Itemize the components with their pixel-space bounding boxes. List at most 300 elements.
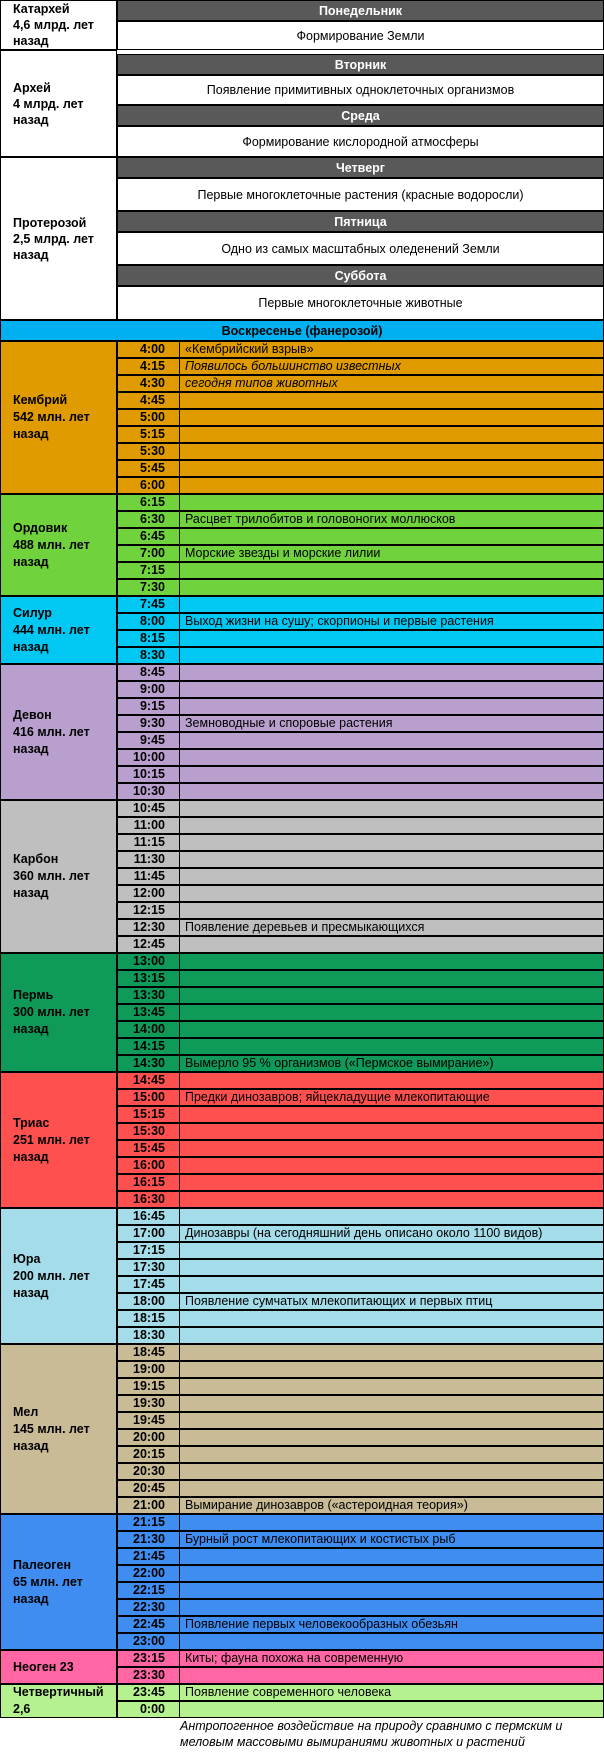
time-cell: 23:15 (118, 1651, 180, 1666)
event-cell: Расцвет трилобитов и головоногих моллюсков (185, 512, 456, 526)
time-cell: 5:30 (118, 444, 180, 459)
time-slot-row (117, 1157, 604, 1174)
time-cell: 6:15 (118, 495, 180, 510)
day-friday-event: Одно из самых масштабных оледенений Земли (117, 232, 604, 265)
time-slot-row (117, 1616, 604, 1633)
time-slot-row (117, 1395, 604, 1412)
period-age: 200 млн. лет (13, 1268, 90, 1283)
era-name: Протерозой (13, 215, 87, 230)
time-slot-row (117, 392, 604, 409)
period-block (0, 1208, 604, 1344)
event-cell (181, 563, 603, 578)
era-ago: назад (13, 34, 49, 48)
time-cell: 22:30 (118, 1600, 180, 1615)
time-slot-row (117, 1446, 604, 1463)
event-cell (181, 903, 603, 918)
day-monday-event: Формирование Земли (117, 21, 604, 50)
precambrian-section (0, 0, 604, 320)
time-slot-row (117, 1055, 604, 1072)
time-slot-row (117, 1667, 604, 1684)
time-cell: 5:00 (118, 410, 180, 425)
period-name: Девон (13, 707, 52, 722)
period-label (0, 341, 117, 494)
event-cell: сегодня типов животных (185, 376, 338, 390)
time-cell: 9:00 (118, 682, 180, 697)
time-cell: 20:45 (118, 1481, 180, 1496)
period-name: Ордовик (13, 520, 68, 535)
period-ago: назад (13, 1438, 49, 1453)
event-cell (181, 1430, 603, 1445)
period-ago: назад (13, 886, 49, 900)
time-slot-row (117, 817, 604, 834)
time-cell: 23:00 (118, 1634, 180, 1649)
era-katarchean (0, 0, 117, 50)
time-slot-row (117, 1480, 604, 1497)
time-cell: 10:00 (118, 750, 180, 765)
time-slot-row (117, 409, 604, 426)
time-cell: 12:00 (118, 886, 180, 901)
event-cell (181, 665, 603, 680)
event-cell (181, 1158, 603, 1173)
event-cell (181, 801, 603, 816)
footer-row (0, 1718, 604, 1752)
event-cell (181, 937, 603, 952)
time-slot-row (117, 1191, 604, 1208)
period-ago: назад (13, 554, 49, 569)
event-cell (181, 1005, 603, 1020)
event-cell (181, 954, 603, 969)
event-cell (181, 1396, 603, 1411)
event-cell (181, 427, 603, 442)
time-cell: 13:00 (118, 954, 180, 969)
event-cell (181, 1362, 603, 1377)
time-slot-row (117, 613, 604, 630)
time-cell: 22:45 (118, 1617, 180, 1632)
sunday-phanerozoic-header: Воскресенье (фанерозой) (0, 320, 604, 341)
event-cell: Вымирание динозавров («астероидная теория») (185, 1498, 468, 1512)
time-slot-row (117, 987, 604, 1004)
time-cell: 20:15 (118, 1447, 180, 1462)
period-age: 360 млн. лет (13, 869, 90, 883)
time-cell: 16:30 (118, 1192, 180, 1207)
time-cell: 4:15 (118, 359, 180, 374)
time-slot-row (117, 1582, 604, 1599)
time-cell: 6:45 (118, 529, 180, 544)
time-slot-row (117, 953, 604, 970)
time-slot-row (117, 1412, 604, 1429)
event-cell (181, 444, 603, 459)
time-slot-row (117, 1276, 604, 1293)
time-cell: 4:00 (118, 342, 180, 357)
time-cell: 0:00 (118, 1702, 180, 1717)
time-cell: 21:00 (118, 1498, 180, 1513)
time-slot-row (117, 1021, 604, 1038)
event-cell (181, 1124, 603, 1139)
era-age: 2,5 млрд. лет (13, 231, 94, 246)
time-cell: 11:15 (118, 835, 180, 850)
time-slot-row (117, 1701, 604, 1718)
event-cell (181, 818, 603, 833)
time-cell: 6:00 (118, 478, 180, 493)
time-slot-row (117, 1633, 604, 1650)
event-cell (181, 597, 603, 612)
period-label (0, 1072, 117, 1208)
day-saturday-header: Суббота (117, 265, 604, 286)
time-cell: 14:15 (118, 1039, 180, 1054)
time-slot-row (117, 1650, 604, 1667)
event-cell (181, 1600, 603, 1615)
time-slot-row (117, 1684, 604, 1701)
period-label (0, 1650, 117, 1684)
event-cell (181, 767, 603, 782)
time-cell: 20:30 (118, 1464, 180, 1479)
period-age: 251 млн. лет (13, 1132, 90, 1147)
event-cell (181, 682, 603, 697)
event-cell (181, 1311, 603, 1326)
time-slot-row (117, 511, 604, 528)
period-ago: назад (13, 1285, 49, 1300)
event-cell (181, 1107, 603, 1122)
time-slot-row (117, 1106, 604, 1123)
event-cell (181, 1192, 603, 1207)
period-label (0, 664, 117, 800)
period-ago: назад (13, 741, 49, 756)
time-cell: 18:30 (118, 1328, 180, 1343)
time-cell: 12:45 (118, 937, 180, 952)
period-label (0, 494, 117, 596)
time-slot-row (117, 1378, 604, 1395)
time-cell: 20:00 (118, 1430, 180, 1445)
period-block (0, 1344, 604, 1514)
event-cell (181, 1549, 603, 1564)
event-cell (181, 1566, 603, 1581)
time-cell: 15:15 (118, 1107, 180, 1122)
period-name: Кембрий (13, 393, 68, 407)
period-label (0, 1514, 117, 1650)
time-slot-row (117, 1548, 604, 1565)
era-name: Архей (13, 80, 51, 95)
time-slot-row (117, 596, 604, 613)
time-cell: 5:15 (118, 427, 180, 442)
time-cell: 22:15 (118, 1583, 180, 1598)
time-slot-row (117, 1123, 604, 1140)
time-cell: 7:30 (118, 580, 180, 595)
time-cell: 21:45 (118, 1549, 180, 1564)
event-cell: Выход жизни на сушу; скорпионы и первые растения (185, 614, 494, 628)
time-slot-row (117, 732, 604, 749)
time-cell: 8:15 (118, 631, 180, 646)
event-cell (181, 1073, 603, 1088)
time-slot-row (117, 494, 604, 511)
period-name: Палеоген (13, 1557, 72, 1572)
time-slot-row (117, 749, 604, 766)
time-slot-row (117, 1004, 604, 1021)
time-slot-row (117, 919, 604, 936)
time-cell: 17:30 (118, 1260, 180, 1275)
time-cell: 21:15 (118, 1515, 180, 1530)
time-cell: 11:45 (118, 869, 180, 884)
time-slot-row (117, 834, 604, 851)
time-cell: 8:00 (118, 614, 180, 629)
time-cell: 4:30 (118, 376, 180, 391)
event-cell (181, 1022, 603, 1037)
day-wednesday-header: Среда (117, 105, 604, 126)
time-slot-row (117, 1089, 604, 1106)
time-cell: 14:45 (118, 1073, 180, 1088)
time-cell: 5:45 (118, 461, 180, 476)
time-slot-row (117, 1327, 604, 1344)
time-slot-row (117, 358, 604, 375)
time-cell: 11:00 (118, 818, 180, 833)
time-slot-row (117, 783, 604, 800)
event-cell (181, 1209, 603, 1224)
period-age: 300 млн. лет (13, 1005, 90, 1019)
time-slot-row (117, 1463, 604, 1480)
time-cell: 16:00 (118, 1158, 180, 1173)
time-cell: 19:15 (118, 1379, 180, 1394)
period-age: 444 млн. лет (13, 622, 90, 637)
period-label (0, 596, 117, 664)
time-cell: 16:45 (118, 1209, 180, 1224)
period-block (0, 1684, 604, 1718)
time-cell: 16:15 (118, 1175, 180, 1190)
period-ago: назад (13, 1591, 49, 1606)
day-thursday-header: Четверг (117, 157, 604, 178)
period-age: 65 млн. лет (13, 1574, 83, 1589)
event-cell: «Кембрийский взрыв» (185, 342, 314, 356)
event-cell (181, 1668, 603, 1683)
time-cell: 13:15 (118, 971, 180, 986)
period-age: 145 млн. лет (13, 1421, 90, 1436)
period-block (0, 341, 604, 494)
time-slot-row (117, 1599, 604, 1616)
time-slot-row (117, 1565, 604, 1582)
time-cell: 17:00 (118, 1226, 180, 1241)
period-label (0, 800, 117, 953)
time-cell: 14:30 (118, 1056, 180, 1071)
period-block (0, 664, 604, 800)
time-cell: 19:30 (118, 1396, 180, 1411)
period-block (0, 1650, 604, 1684)
period-age: 2,6 (13, 1702, 31, 1716)
time-slot-row (117, 1038, 604, 1055)
time-slot-row (117, 936, 604, 953)
event-cell (181, 580, 603, 595)
time-cell: 13:30 (118, 988, 180, 1003)
time-cell: 12:15 (118, 903, 180, 918)
time-cell: 19:45 (118, 1413, 180, 1428)
event-cell (181, 988, 603, 1003)
period-block (0, 494, 604, 596)
time-slot-row (117, 1514, 604, 1531)
time-cell: 15:30 (118, 1124, 180, 1139)
event-cell (181, 1447, 603, 1462)
event-cell (181, 1328, 603, 1343)
event-cell: Появление сумчатых млекопитающих и первых птиц (185, 1294, 493, 1308)
event-cell: Предки динозавров; яйцекладущие млекопитающие (185, 1090, 490, 1104)
time-cell: 22:00 (118, 1566, 180, 1581)
time-slot-row (117, 1259, 604, 1276)
event-cell (181, 648, 603, 663)
period-block (0, 953, 604, 1072)
era-name: Катархей (13, 2, 70, 16)
event-cell (181, 733, 603, 748)
time-slot-row (117, 426, 604, 443)
event-cell (181, 869, 603, 884)
time-slot-row (117, 1225, 604, 1242)
time-cell: 9:30 (118, 716, 180, 731)
event-cell: Появилось большинство известных (185, 359, 401, 373)
time-slot-row (117, 630, 604, 647)
event-cell (181, 478, 603, 493)
event-cell (181, 699, 603, 714)
time-cell: 9:15 (118, 699, 180, 714)
period-name: Неоген 23 (13, 1659, 74, 1674)
time-slot-row (117, 647, 604, 664)
event-cell (181, 461, 603, 476)
time-slot-row (117, 766, 604, 783)
event-cell: Появление первых человекообразных обезьян (185, 1617, 458, 1631)
period-name: Юра (13, 1251, 41, 1266)
day-monday-header: Понедельник (117, 0, 604, 21)
time-slot-row (117, 1361, 604, 1378)
time-slot-row (117, 715, 604, 732)
time-slot-row (117, 1242, 604, 1259)
period-label (0, 1684, 117, 1718)
time-cell: 10:30 (118, 784, 180, 799)
event-cell (181, 1260, 603, 1275)
time-slot-row (117, 885, 604, 902)
event-cell (181, 886, 603, 901)
time-slot-row (117, 664, 604, 681)
event-cell: Земноводные и споровые растения (185, 716, 393, 730)
time-cell: 18:00 (118, 1294, 180, 1309)
event-cell (181, 1464, 603, 1479)
day-friday-header: Пятница (117, 211, 604, 232)
era-archean (0, 50, 117, 157)
time-slot-row (117, 1497, 604, 1514)
period-name: Триас (13, 1115, 50, 1130)
time-slot-row (117, 375, 604, 392)
period-age: 416 млн. лет (13, 724, 90, 739)
time-slot-row (117, 1293, 604, 1310)
time-cell: 17:15 (118, 1243, 180, 1258)
event-cell (181, 1277, 603, 1292)
time-slot-row (117, 443, 604, 460)
time-slot-row (117, 902, 604, 919)
time-cell: 15:00 (118, 1090, 180, 1105)
event-cell (181, 1702, 603, 1717)
time-slot-row (117, 868, 604, 885)
event-cell (181, 393, 603, 408)
event-cell (181, 852, 603, 867)
time-cell: 7:00 (118, 546, 180, 561)
period-block (0, 596, 604, 664)
era-age: 4 млрд. лет (13, 96, 84, 111)
time-slot-row (117, 341, 604, 358)
time-cell: 13:45 (118, 1005, 180, 1020)
event-cell (181, 1243, 603, 1258)
period-age: 542 млн. лет (13, 410, 90, 424)
event-cell (181, 784, 603, 799)
time-cell: 9:45 (118, 733, 180, 748)
event-cell (181, 1515, 603, 1530)
time-slot-row (117, 1072, 604, 1089)
time-cell: 12:30 (118, 920, 180, 935)
footer-note (0, 1718, 604, 1752)
event-cell (181, 410, 603, 425)
time-cell: 18:45 (118, 1345, 180, 1360)
period-block (0, 1072, 604, 1208)
time-slot-row (117, 477, 604, 494)
time-cell: 15:45 (118, 1141, 180, 1156)
period-name: Мел (13, 1404, 39, 1419)
era-ago: назад (13, 247, 49, 262)
event-cell (181, 1583, 603, 1598)
period-block (0, 800, 604, 953)
period-ago: назад (13, 639, 49, 654)
time-cell: 21:30 (118, 1532, 180, 1547)
period-ago: назад (13, 1022, 49, 1036)
time-cell: 18:15 (118, 1311, 180, 1326)
period-label (0, 1208, 117, 1344)
period-block (0, 1514, 604, 1650)
event-cell: Киты; фауна похожа на современную (185, 1651, 404, 1665)
time-slot-row (117, 1140, 604, 1157)
time-cell: 11:30 (118, 852, 180, 867)
time-cell: 8:30 (118, 648, 180, 663)
event-cell: Вымерло 95 % организмов («Пермское вымирание») (185, 1056, 494, 1070)
event-cell (181, 971, 603, 986)
time-slot-row (117, 970, 604, 987)
day-tuesday-header: Вторник (117, 54, 604, 75)
time-cell: 14:00 (118, 1022, 180, 1037)
event-cell: Динозавры (на сегодняшний день описано около 1100 видов) (185, 1226, 543, 1240)
time-cell: 10:15 (118, 767, 180, 782)
period-name: Пермь (13, 988, 54, 1002)
time-slot-row (117, 800, 604, 817)
time-slot-row (117, 1174, 604, 1191)
time-cell: 23:45 (118, 1685, 180, 1700)
time-cell: 10:45 (118, 801, 180, 816)
time-slot-row (117, 681, 604, 698)
event-cell (181, 1481, 603, 1496)
time-cell: 7:45 (118, 597, 180, 612)
time-slot-row (117, 460, 604, 477)
event-cell (181, 495, 603, 510)
footer-line-1: Антропогенное воздействие на природу сравнимо с пермским и (180, 1719, 563, 1733)
time-cell: 23:30 (118, 1668, 180, 1683)
era-proterozoic (0, 157, 117, 320)
time-slot-row (117, 545, 604, 562)
event-cell (181, 1634, 603, 1649)
event-cell (181, 1413, 603, 1428)
event-cell (181, 1379, 603, 1394)
time-slot-row (117, 1429, 604, 1446)
event-cell: Появление современного человека (185, 1685, 392, 1699)
period-name: Четвертичный (13, 1685, 104, 1699)
period-label (0, 1344, 117, 1514)
time-slot-row (117, 562, 604, 579)
event-cell: Бурный рост млекопитающих и костистых рыб (185, 1532, 456, 1546)
period-label (0, 953, 117, 1072)
event-cell (181, 835, 603, 850)
day-saturday-event: Первые многоклеточные животные (117, 286, 604, 320)
footer-line-2: меловым массовыми вымираниями животных и растений (180, 1735, 525, 1749)
time-slot-row (117, 528, 604, 545)
time-cell: 4:45 (118, 393, 180, 408)
period-age: 488 млн. лет (13, 537, 90, 552)
